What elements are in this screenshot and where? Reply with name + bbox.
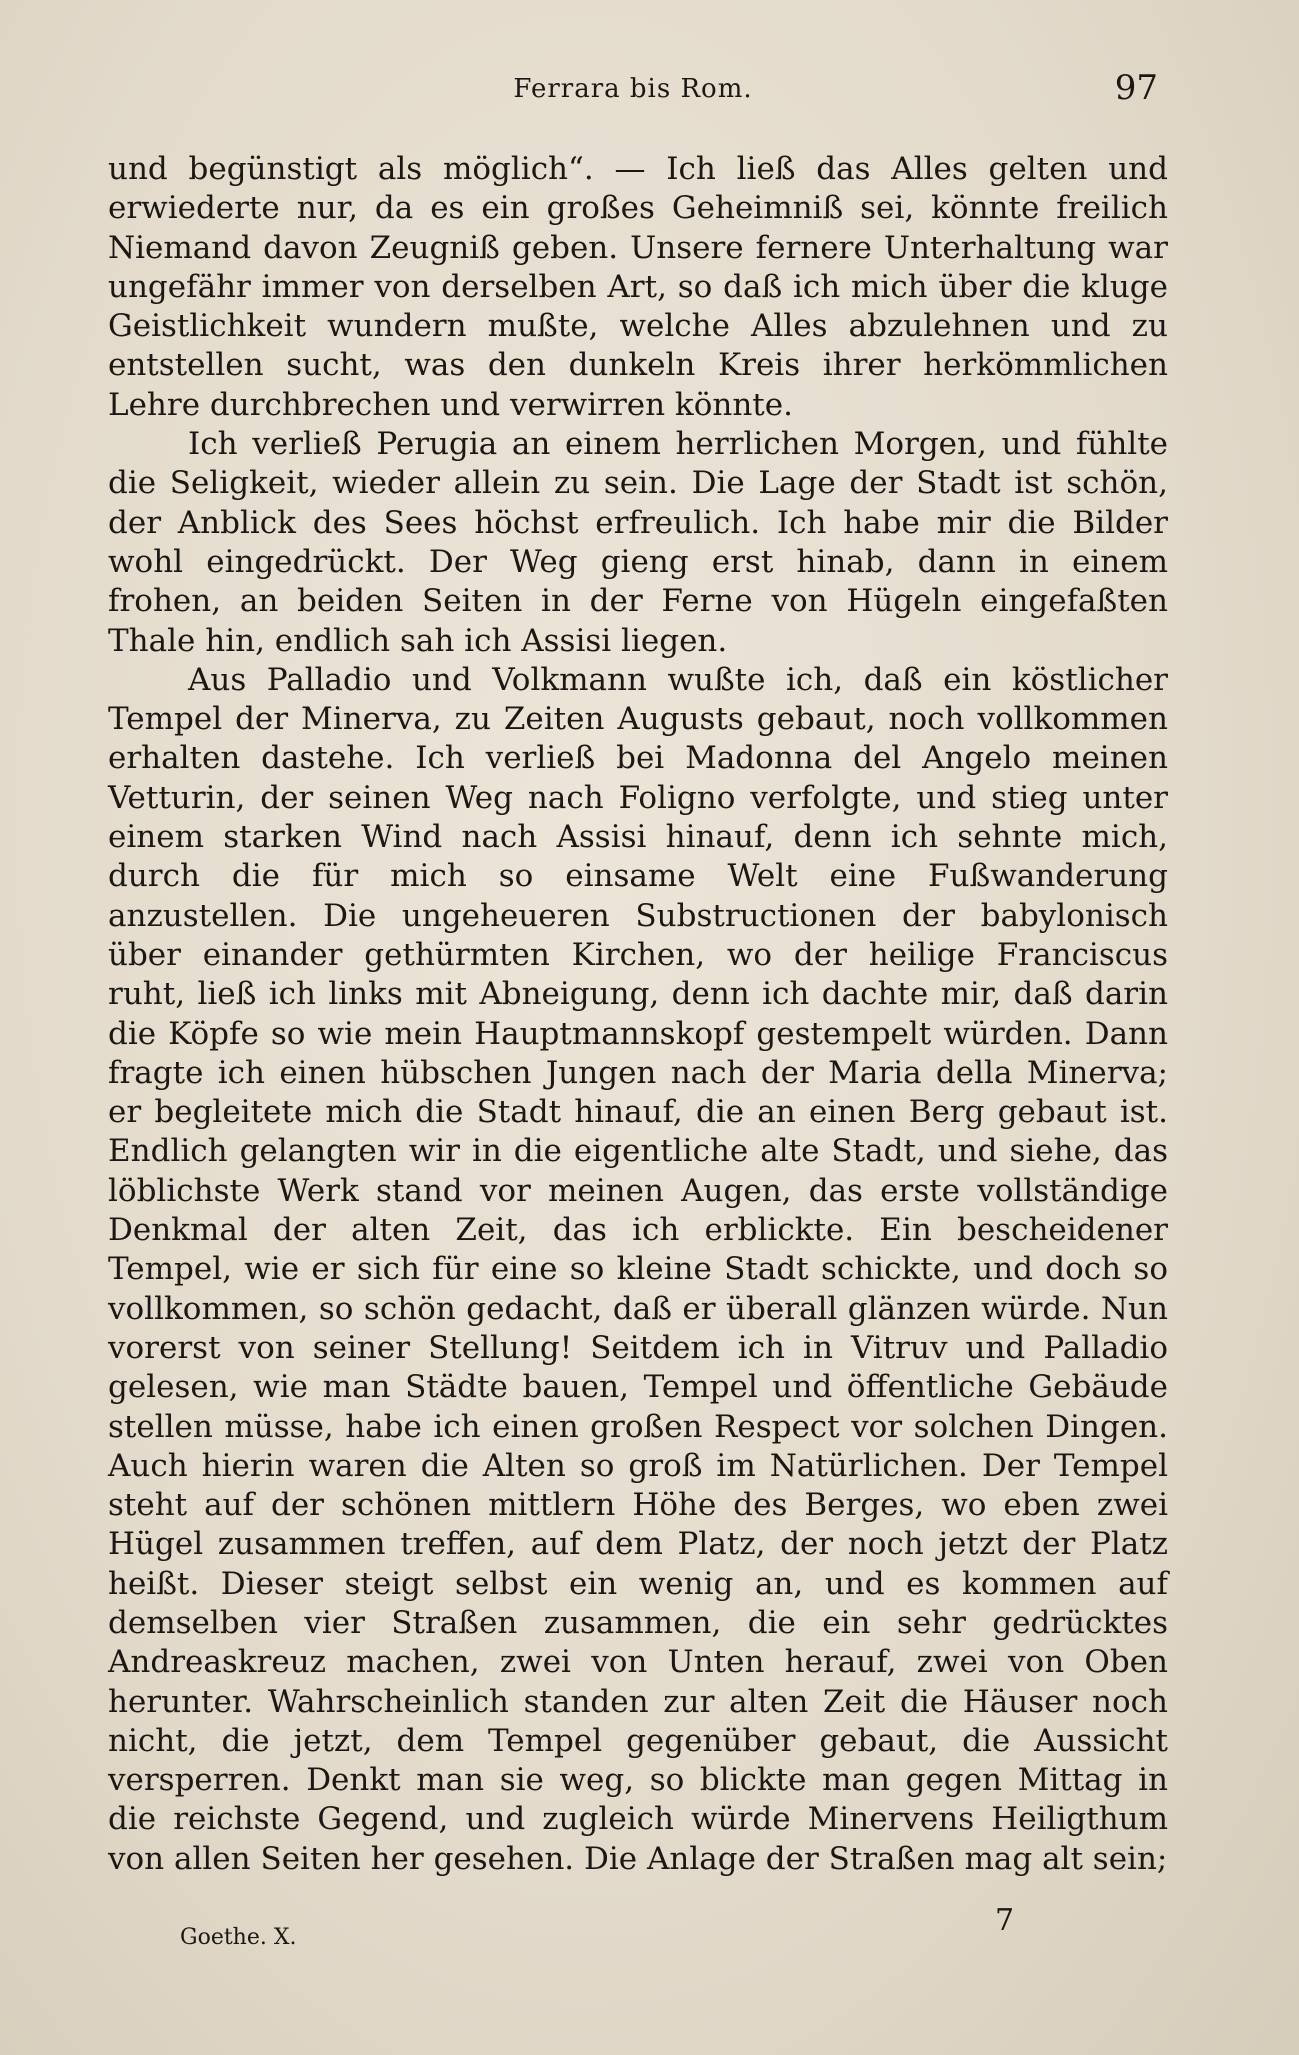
body-text <box>108 150 1168 1879</box>
sheet-number: 7 <box>995 1903 1015 1938</box>
paragraph: und begünstigt als möglich“. — Ich ließ das Alles gelten und erwiederte nur, da es ein großes Geheimniß sei, könnte freilich Niemand davon Zeugniß geben. Unsere fernere Unterhaltung war ungefähr immer von derselben Art, so daß ich mich über die kluge Geistlichkeit wundern mußte, welche Alles abzulehnen und zu entstellen sucht, was den dunkeln Kreis ihrer herkömmlichen Lehre durchbrechen und verwirren könnte. <box>108 151 1168 423</box>
printer-signature: Goethe. X. <box>180 1925 297 1950</box>
page-footer <box>120 1903 1170 1953</box>
page-header <box>108 68 1158 118</box>
paragraph: Ich verließ Perugia an einem herrlichen Morgen, und fühlte die Seligkeit, wieder allein zu sein. Die Lage der Stadt ist schön, der Anblick des Sees höchst erfreulich. Ich habe mir die Bilder wohl eingedrückt. Der Weg gieng erst hinab, dann in einem frohen, an beiden Seiten in der Ferne von Hügeln eingefaßten Thale hin, endlich sah ich Assisi liegen. <box>108 426 1168 659</box>
page-number: 97 <box>1114 68 1158 108</box>
paragraph: Aus Palladio und Volkmann wußte ich, daß ein köstlicher Tempel der Minerva, zu Zeiten Augusts gebaut, noch vollkommen erhalten dastehe. Ich verließ bei Madonna del Angelo meinen Vetturin, der seinen Weg nach Foligno verfolgte, und stieg unter einem starken Wind nach Assisi hinauf, denn ich sehnte mich, durch die für mich so einsame Welt eine Fußwanderung anzustellen. Die ungeheueren Substructionen der babylonisch über einander gethürmten Kirchen, wo der heilige Franciscus ruht, ließ ich links mit Abneigung, denn ich dachte mir, daß darin die Köpfe so wie mein Hauptmannskopf gestempelt würden. Dann fragte ich einen hübschen Jungen nach der Maria della Minerva; er begleitete mich die Stadt hinauf, die an einen Berg gebaut ist. Endlich gelangten wir in die eigentliche alte Stadt, und siehe, das löblichste Werk stand vor meinen Augen, das erste vollständige Denkmal der alten Zeit, das ich erblickte. Ein bescheidener Tempel, wie er sich für eine so kleine Stadt schickte, und doch so vollkommen, so schön gedacht, daß er überall glänzen würde. Nun vorerst von seiner Stellung! Seitdem ich in Vitruv und Palladio gelesen, wie man Städte bauen, Tempel und öffentliche Gebäude stellen müsse, habe ich einen großen Respect vor solchen Dingen. Auch hierin waren die Alten so groß im Natürlichen. Der Tempel steht auf der schönen mittlern Höhe des Berges, wo eben zwei Hügel zusammen treffen, auf dem Platz, der noch jetzt der Platz heißt. Dieser steigt selbst ein wenig an, und es kommen auf demselben vier Straßen zusammen, die ein sehr gedrücktes Andreaskreuz machen, zwei von Unten herauf, zwei von Oben herunter. Wahrscheinlich standen zur alten Zeit die Häuser noch nicht, die jetzt, dem Tempel gegenüber gebaut, die Aussicht versperren. Denkt man sie weg, so blickte man gegen Mittag in die reichste Gegend, und zugleich würde Minervens Heiligthum von allen Seiten her gesehen. Die Anlage der Straßen mag alt sein; <box>108 661 1168 1877</box>
running-title: Ferrara bis Rom. <box>513 74 753 104</box>
